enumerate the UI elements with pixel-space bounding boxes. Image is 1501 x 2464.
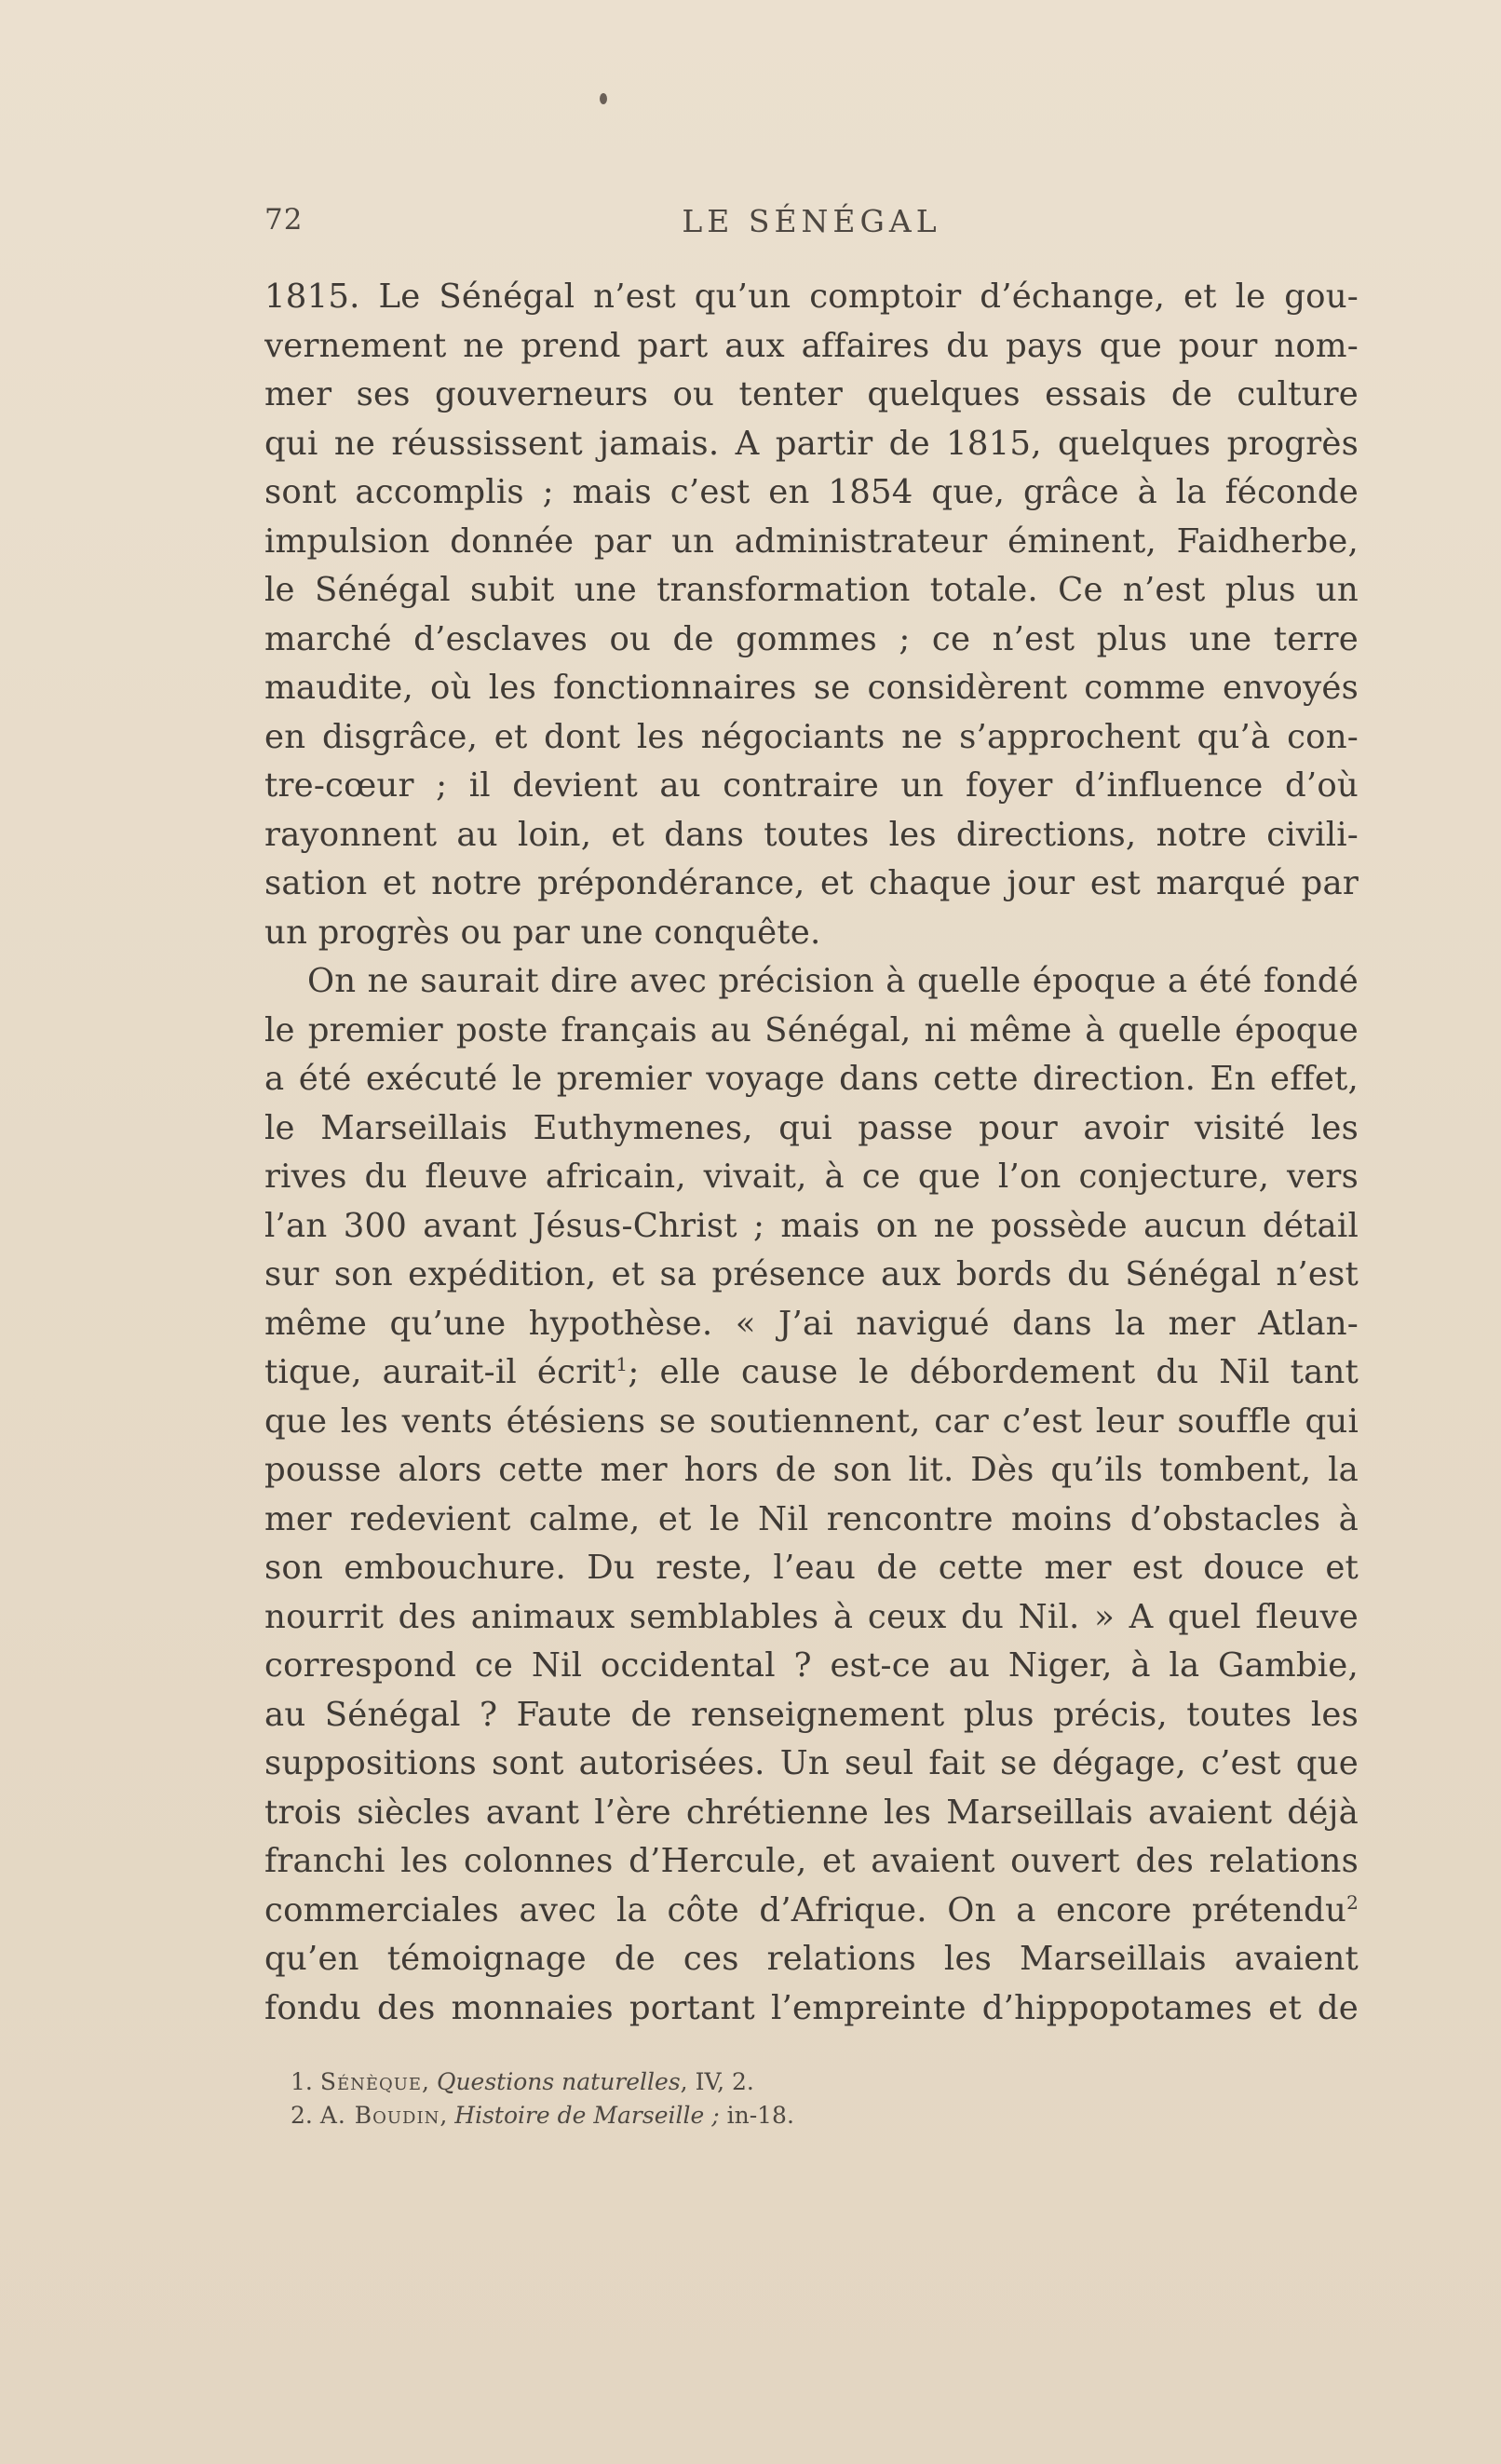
text-segment: ; elle cause le débordement du Nil tant xyxy=(628,1353,1359,1391)
text-line: un progrès ou par une conquête. xyxy=(264,913,821,952)
footnote-separator: , xyxy=(439,2102,455,2129)
body-text xyxy=(264,273,1359,2033)
text-line: correspond ce Nil occidental ? est-ce au Niger, à la Gambie, xyxy=(264,1646,1359,1685)
text-line: rayonnent au loin, et dans toutes les directions, notre civili- xyxy=(264,815,1359,854)
text-line xyxy=(264,1887,1359,1936)
text-line: franchi les colonnes d’Hercule, et avaient ouvert des relations xyxy=(264,1842,1359,1880)
text-line: a été exécuté le premier voyage dans cette direction. En effet, xyxy=(264,1060,1359,1098)
footnote-2 xyxy=(291,2099,1315,2132)
print-speck xyxy=(600,93,607,104)
text-segment: commerciales avec la côte d’Afrique. On a encore prétendu xyxy=(264,1890,1347,1929)
text-line: le premier poste français au Sénégal, ni même à quelle époque xyxy=(264,1010,1359,1049)
text-line: qui ne réussissent jamais. A partir de 1815, quelques progrès xyxy=(264,424,1359,463)
footnote-author: Sénèque xyxy=(319,2068,423,2095)
text-line xyxy=(264,1348,1359,1398)
text-line: sont accomplis ; mais c’est en 1854 que, grâce à la féconde xyxy=(264,473,1359,511)
text-segment: tique, aurait-il écrit xyxy=(264,1353,616,1391)
text-line: nourrit des animaux semblables à ceux du Nil. » A quel fleuve xyxy=(264,1597,1359,1636)
text-line: au Sénégal ? Faute de renseignement plus précis, toutes les xyxy=(264,1695,1359,1734)
text-line: le Marseillais Euthymenes, qui passe pour avoir visité les xyxy=(264,1108,1359,1147)
text-line: pousse alors cette mer hors de son lit. Dès qu’ils tombent, la xyxy=(264,1451,1359,1489)
text-line: son embouchure. Du reste, l’eau de cette mer est douce et xyxy=(264,1549,1359,1587)
page-header xyxy=(264,203,1359,248)
text-line: mer ses gouverneurs ou tenter quelques essais de culture xyxy=(264,375,1359,413)
footnote-tail: in-18. xyxy=(719,2102,794,2129)
text-line: le Sénégal subit une transformation totale. Ce n’est plus un xyxy=(264,571,1359,609)
text-line: que les vents étésiens se soutiennent, car c’est leur souffle qui xyxy=(264,1401,1359,1441)
text-line: vernement ne prend part aux affaires du pays que pour nom- xyxy=(264,326,1359,365)
text-line: en disgrâce, et dont les négociants ne s’approchent qu’à con- xyxy=(264,717,1359,756)
footnote-ref-1: 1 xyxy=(615,1353,629,1376)
text-line: sation et notre prépondérance, et chaque jour est marqué par xyxy=(264,864,1359,902)
text-line: 1815. Le Sénégal n’est qu’un comptoir d’échange, et le gou- xyxy=(264,278,1359,316)
footnote-1 xyxy=(291,2065,1315,2099)
text-line: maudite, où les fonctionnaires se considèrent comme envoyés xyxy=(264,669,1359,707)
text-line: impulsion donnée par un administrateur éminent, Faidherbe, xyxy=(264,521,1359,561)
footnote-author: A. Boudin xyxy=(319,2102,440,2129)
footnote-tail: , IV, 2. xyxy=(680,2068,754,2095)
text-line: qu’en témoignage de ces relations les Marseillais avaient xyxy=(264,1940,1359,1978)
running-title: LE SÉNÉGAL xyxy=(682,203,941,239)
text-line: suppositions sont autorisées. Un seul fait se dégage, c’est que xyxy=(264,1744,1359,1782)
footnote-title: Questions naturelles xyxy=(436,2068,681,2095)
footnote-separator: , xyxy=(422,2068,437,2095)
text-line: On ne saurait dire avec précision à quelle époque a été fondé xyxy=(307,962,1359,1000)
text-line: l’an 300 avant Jésus-Christ ; mais on ne possède aucun détail xyxy=(264,1206,1359,1245)
text-line: rives du fleuve africain, vivait, à ce que l’on conjecture, vers xyxy=(264,1158,1359,1196)
footnote-ref-2: 2 xyxy=(1346,1890,1359,1914)
page-number: 72 xyxy=(264,203,304,237)
text-line: trois siècles avant l’ère chrétienne les Marseillais avaient déjà xyxy=(264,1793,1359,1832)
text-line: marché d’esclaves ou de gommes ; ce n’est plus une terre xyxy=(264,619,1359,658)
footnote-number: 1. xyxy=(291,2068,313,2095)
text-line: fondu des monnaies portant l’empreinte d’hippopotames et de xyxy=(264,1988,1359,2027)
text-line: même qu’une hypothèse. « J’ai navigué dans la mer Atlan- xyxy=(264,1304,1359,1343)
footnote-number: 2. xyxy=(291,2102,313,2129)
footnote-title: Histoire de Marseille ; xyxy=(454,2102,720,2129)
text-line: mer redevient calme, et le Nil rencontre moins d’obstacles à xyxy=(264,1499,1359,1538)
footnotes xyxy=(291,2065,1315,2132)
text-line: tre-cœur ; il devient au contraire un foyer d’influence d’où xyxy=(264,766,1359,805)
text-line: sur son expédition, et sa présence aux bords du Sénégal n’est xyxy=(264,1255,1359,1293)
